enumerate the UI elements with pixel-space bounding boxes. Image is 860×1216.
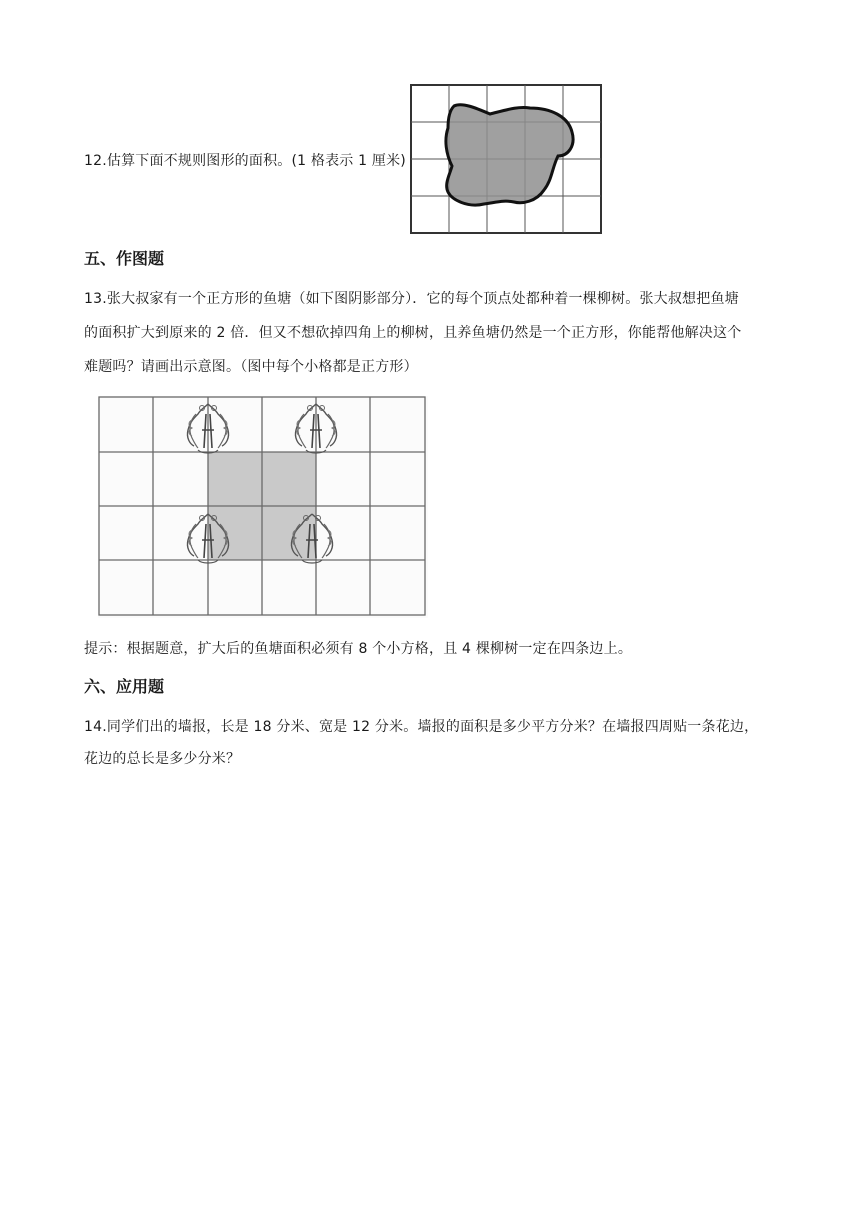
question-13-line-2: 的面积扩大到原来的 2 倍．但又不想砍掉四角上的柳树，且养鱼塘仍然是一个正方形，你能帮他解决这个: [84, 325, 742, 341]
irregular-shape-grid: [410, 84, 602, 234]
question-13-line-3: 难题吗？请画出示意图。（图中每个小格都是正方形）: [84, 359, 418, 375]
irregular-shape-figure: [410, 84, 602, 234]
pond-grid: [98, 396, 428, 618]
section-heading-5: 五、作图题: [84, 249, 165, 268]
pond-grid-figure: [98, 396, 428, 618]
question-13-hint: 提示：根据题意，扩大后的鱼塘面积必须有 8 个小方格，且 4 棵柳树一定在四条边上。: [84, 641, 633, 657]
question-12-text: 12.估算下面不规则图形的面积。(1 格表示 1 厘米): [84, 153, 406, 169]
question-14-line-1: 14.同学们出的墙报，长是 18 分米、宽是 12 分米。墙报的面积是多少平方分米？在墙报四周贴一条花边，: [84, 719, 759, 735]
question-13-line-1: 13.张大叔家有一个正方形的鱼塘（如下图阴影部分）．它的每个顶点处都种着一棵柳树。张大叔想把鱼塘: [84, 291, 739, 307]
section-heading-6: 六、应用题: [84, 677, 165, 696]
question-14-line-2: 花边的总长是多少分米？: [84, 751, 241, 767]
